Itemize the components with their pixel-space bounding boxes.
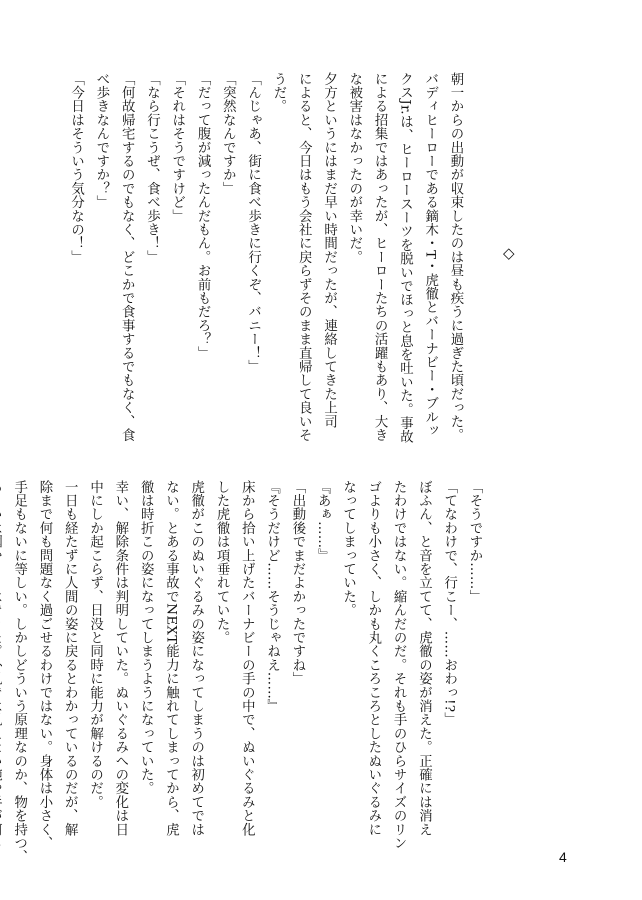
text-line: 「だって腹が減ったんだもん。お前もだろ？」: [195, 72, 211, 360]
text-line: なってしまっていた。: [340, 480, 356, 617]
text-line: 「なら行こうぜ、食べ歩き！」: [144, 72, 160, 264]
text-line: べ歩きなんですか？」: [93, 72, 109, 209]
text-line: 「てなわけで、行こー、……おわっ!?」: [441, 480, 457, 727]
text-line: 『そうだけど……そうじゃねえ……』: [264, 480, 280, 713]
text-line: ゴよりも小さく、しかも丸くころころとしたぬいぐるみに: [365, 480, 381, 837]
text-line: な被害はなかったのが幸いだ。: [346, 72, 362, 264]
text-line: 「何故帰宅するのでもなく、どこかで食事するでもなく、食: [119, 72, 135, 442]
text-line: うだ。: [270, 72, 286, 114]
text-line: による招集ではあったが、ヒーローたちの活躍もあり、大き: [372, 72, 388, 442]
lower-text-column: [0, 480, 487, 864]
text-line: [0, 480, 6, 860]
text-line: した虎徹は項垂れていた。: [214, 480, 230, 645]
text-line: 『あぁ……』: [315, 480, 331, 563]
text-line: ない。とある事故でNEXT能力に触れてしまってから、虎: [163, 480, 179, 837]
text-line: 徹は時折この姿になってしまうようになっていた。: [138, 480, 154, 796]
text-line: 手足もないに等しい。しかしどういう原理なのか、物を持つ、: [11, 480, 27, 864]
upper-text-column: [63, 72, 468, 452]
text-line: 「んじゃあ、街に食べ歩きに行くぞ、バニー！」: [245, 72, 261, 374]
text-line: 幸い、解除条件は判明していた。ぬいぐるみへの変化は日: [112, 480, 128, 837]
text-line: 夕方というにはまだ早い時間だったが、連絡してきた上司: [321, 72, 337, 429]
text-line: 「それはそうですけど」: [169, 72, 185, 223]
text-line: 除まで何も問題なく過ごせるわけではない。身体は小さく、: [36, 480, 52, 850]
text-line: 中にしか起こらず、日没と同時に能力が解けるのだ。: [87, 480, 103, 809]
section-divider: ◇: [503, 244, 515, 262]
text-line: によると、今日はもう会社に戻らずそのまま直帰して良いそ: [296, 72, 312, 442]
text-line: 「突然なんですか」: [220, 72, 236, 196]
text-line: 「そうですか……」: [467, 480, 482, 604]
text-line: 朝一からの出動が収束したのは昼も疾うに過ぎた頃だった。: [448, 72, 463, 442]
text-line: バディヒーローである鏑木・T・虎徹とバーナビー・ブルッ: [422, 72, 438, 438]
text-line: 「出動後でまだよかったですね」: [289, 480, 305, 686]
text-line: 一日も経たずに人間の姿に戻るとわかっているのだが、解: [62, 480, 78, 837]
text-line: クスJr.は、ヒーロースーツを脱いでほっと息を吐いた。事故: [397, 72, 413, 444]
text-line: 虎徹がこのぬいぐるみの姿になってしまうのは初めてでは: [188, 480, 204, 837]
text-line: 床から拾い上げたバーナビーの手の中で、ぬいぐるみと化: [239, 480, 255, 837]
page-number: 4: [559, 849, 567, 865]
text-line: 「今日はそういう気分なの！」: [68, 72, 84, 264]
text-line: たわけではない。縮んだのだ。それも手のひらサイズのリン: [391, 480, 407, 850]
text-line: ぼふん、と音を立てて、虎徹の姿が消えた。正確には消え: [416, 480, 432, 837]
